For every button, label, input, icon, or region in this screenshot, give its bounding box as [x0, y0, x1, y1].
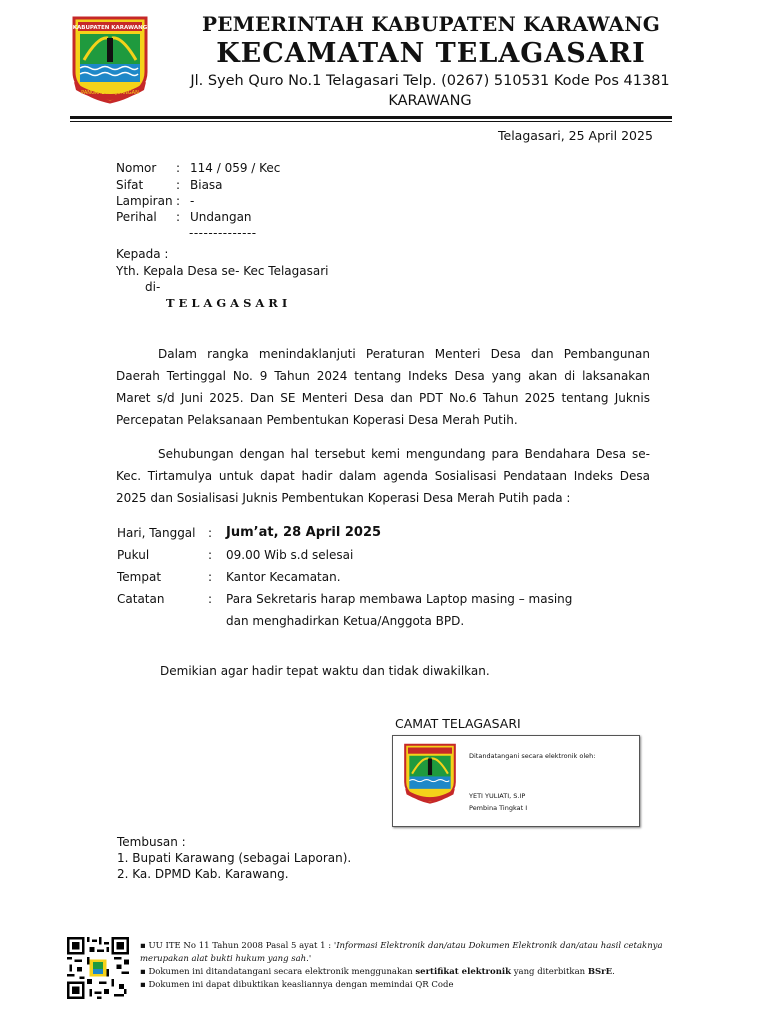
footer-text: yang diterbitkan	[511, 967, 588, 977]
meta-label: Perihal	[116, 210, 157, 224]
header-rule-thick	[70, 116, 672, 119]
footer-bold: BSrE	[587, 967, 613, 977]
meta-value: Undangan	[190, 210, 252, 224]
detail-label: Hari, Tanggal	[117, 526, 196, 540]
header-address: Jl. Syeh Quro No.1 Telagasari Telp. (0267) 510531 Kode Pos 41381	[190, 73, 670, 89]
meta-label: Nomor	[116, 161, 157, 175]
footer-legal-notes	[140, 940, 700, 992]
detail-label: Tempat	[117, 570, 162, 584]
letter-date: Telagasari, 25 April 2025	[498, 128, 653, 143]
meta-colon: :	[176, 210, 181, 224]
addressee-di: di-	[145, 280, 161, 294]
signatory-title: CAMAT TELAGASARI	[395, 716, 521, 731]
signature-rank: Pembina Tingkat I	[469, 804, 528, 812]
karawang-emblem-small-icon	[401, 742, 459, 804]
header-city: KARAWANG	[388, 93, 472, 109]
meta-colon: :	[176, 178, 181, 192]
addressee-kepada: Kepada :	[116, 247, 169, 261]
footer-text: .	[612, 967, 615, 977]
meta-value: Biasa	[190, 178, 223, 192]
detail-value: Para Sekretaris harap membawa Laptop masing – masing	[226, 592, 573, 606]
header-government: PEMERINTAH KABUPATEN KARAWANG	[202, 12, 660, 36]
detail-label: Pukul	[117, 548, 150, 562]
footer-bold: sertifikat elektronik	[415, 967, 511, 977]
meta-label: Sifat	[116, 178, 144, 192]
detail-value-date: Jum’at, 28 April 2025	[226, 525, 382, 540]
footer-note-ite	[140, 940, 700, 966]
detail-label: Catatan	[117, 592, 165, 606]
detail-colon: :	[208, 592, 213, 606]
logo-bottom-text: PANGKAL PERJUANGAN	[81, 90, 139, 96]
footer-italic-quote: Informasi Elektronik dan/atau Dokumen Elektronik dan/atau hasil cetaknya merupakan alat bukti hukum yang sah.	[140, 941, 663, 964]
bullet-icon: ▪	[140, 967, 146, 977]
footer-text: '	[308, 954, 312, 964]
meta-label: Lampiran	[116, 194, 173, 208]
body-paragraph-2: Sehubungan dengan hal tersebut kemi mengundang para Bendahara Desa se- Kec. Tirtamulya untuk dapat hadir dalam agenda Sosialisasi Pendataan Indeks Desa 2025 dan Sosialisasi Juknis Pembentukan Koperasi Desa Merah Putih pada :	[116, 447, 650, 505]
footer-text: Dokumen ini ditandatangani secara elektronik menggunakan	[148, 967, 416, 977]
qr-code-icon	[67, 937, 129, 999]
body-paragraph-1: Dalam rangka menindaklanjuti Peraturan Menteri Desa dan Pembangunan Daerah Tertinggal No. 9 Tahun 2024 tentang Indeks Desa yang akan di laksanakan Maret s/d Juni 2025. Dan SE Menteri Desa dan PDT No.6 Tahun 2025 tentang Juknis Percepatan Pelaksanaan Pembentukan Koperasi Desa Merah Putih.	[116, 347, 650, 427]
electronic-signature-box	[392, 735, 640, 827]
karawang-emblem-logo	[68, 14, 152, 104]
carbon-copy-item: 2. Ka. DPMD Kab. Karawang.	[117, 867, 289, 881]
signature-signed-by: Ditandatangani secara elektronik oleh:	[469, 752, 596, 760]
footer-note-certificate	[140, 966, 700, 979]
carbon-copy-title: Tembusan :	[117, 835, 186, 849]
closing-statement: Demikian agar hadir tepat waktu dan tidak diwakilkan.	[160, 664, 490, 678]
carbon-copy-item: 1. Bupati Karawang (sebagai Laporan).	[117, 851, 352, 865]
detail-colon: :	[208, 548, 213, 562]
meta-value: -	[190, 194, 195, 208]
meta-value: 114 / 059 / Kec	[190, 161, 281, 175]
meta-colon: :	[176, 194, 181, 208]
detail-value: Kantor Kecamatan.	[226, 570, 341, 584]
meta-colon: :	[176, 161, 181, 175]
meta-underline-dashes: --------------	[189, 226, 257, 240]
signature-name: YETI YULIATI, S.IP	[469, 792, 526, 800]
detail-value-continuation: dan menghadirkan Ketua/Anggota BPD.	[226, 614, 465, 628]
addressee-recipient: Yth. Kepala Desa se- Kec Telagasari	[116, 264, 329, 278]
detail-colon: :	[208, 526, 213, 540]
bullet-icon: ▪	[140, 941, 146, 951]
addressee-place: TELAGASARI	[166, 296, 292, 310]
header-district: KECAMATAN TELAGASARI	[216, 38, 646, 69]
footer-text: Dokumen ini dapat dibuktikan keasliannya dengan memindai QR Code	[148, 980, 454, 990]
detail-value: 09.00 Wib s.d selesai	[226, 548, 354, 562]
carbon-copy-list	[117, 834, 351, 882]
logo-top-text: KABUPATEN KARAWANG	[72, 25, 148, 31]
footer-text: UU ITE No 11 Tahun 2008 Pasal 5 ayat 1 : '	[148, 941, 337, 951]
header-rule-thin	[70, 121, 672, 122]
footer-note-qr	[140, 979, 700, 992]
bullet-icon: ▪	[140, 980, 146, 990]
detail-colon: :	[208, 570, 213, 584]
